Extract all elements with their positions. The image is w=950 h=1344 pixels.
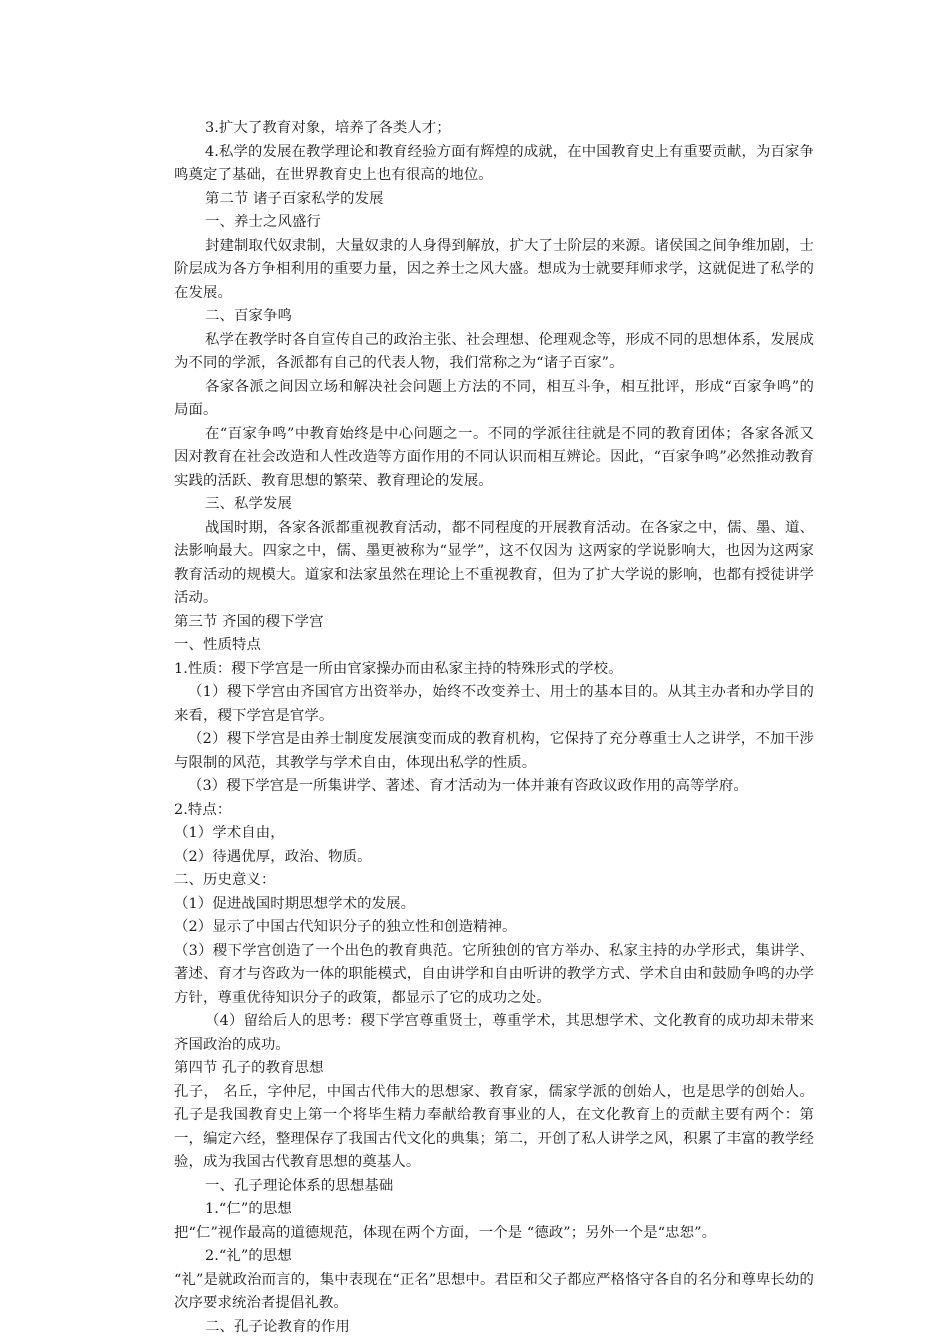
body-paragraph: 各家各派之间因立场和解决社会问题上方法的不同，相互斗争，相互批评，形成“百家争鸣”的局面。 (174, 378, 814, 418)
body-paragraph: 把“仁”视作最高的道德规范，体现在两个方面，一个是 “德政”；另外一个是“忠恕”。 (174, 1224, 717, 1241)
list-item: （1）稷下学宫由齐国官方出资举办，始终不改变养士、用士的基本目的。从其主办者和办学目的来看，稷下学宫是官学。 (174, 684, 814, 724)
document-body (174, 117, 814, 1339)
subheading-2: 二、孔子论教育的作用 (205, 1318, 350, 1335)
subheading-2: 二、百家争鸣 (205, 308, 292, 324)
body-paragraph: 在“百家争鸣”中教育始终是中心问题之一。不同的学派往往就是不同的教育团体；各家各派又因对教育在社会改造和人性改造等方面作用的不同认识而相互辨论。因此，“百家争鸣”必然推动教育实践的活跃、教育思想的繁荣、教育理论的发展。 (174, 425, 814, 489)
subheading-1: 一、孔子理论体系的思想基础 (205, 1177, 394, 1194)
body-paragraph: 战国时期，各家各派都重视教育活动，都不同程度的开展教育活动。在各家之中，儒、墨、道、法影响最大。四家之中，儒、墨更被称为“显学”，这不仅因为 这两家的学说影响大，也因为这两家教育活动的规模大。道家和法家虽然在理论上不重视教育，但为了扩大学说的影响，也都有授徒讲学活动。 (174, 519, 814, 606)
list-item-3: 3.扩大了教育对象，培养了各类人才； (205, 120, 451, 136)
subheading-item: 2.“礼”的思想 (205, 1248, 292, 1264)
list-item: （2）待遇优厚，政治、物质。 (174, 848, 372, 865)
section-heading-3: 第三节 齐国的稷下学宫 (174, 613, 324, 630)
list-item: （2）稷下学宫是由养士制度发展演变而成的教育机构，它保持了充分尊重士人之讲学，不加干涉与限制的风范，其教学与学术自由，体现出私学的性质。 (174, 731, 814, 771)
list-item: （3）稷下学宫创造了一个出色的教育典范。它所独创的官方举办、私家主持的办学形式，集讲学、著述、育才与咨政为一体的职能模式，自由讲学和自由听讲的教学方式、学术自由和鼓励争鸣的办学方针，尊重优待知识分子的政策，都显示了它的成功之处。 (174, 942, 814, 1006)
section-heading-2: 第二节 诸子百家私学的发展 (205, 190, 384, 207)
list-item-4: 4.私学的发展在教学理论和教育经验方面有辉煌的成就，在中国教育史上有重要贡献，为百家争鸣奠定了基础，在世界教育史上也有很高的地位。 (174, 143, 814, 183)
subheading-item: 1.“仁”的思想 (205, 1201, 292, 1217)
list-item: （1）促进战国时期思想学术的发展。 (174, 895, 416, 912)
subheading-3: 三、私学发展 (205, 496, 292, 512)
subheading-1: 一、养士之风盛行 (205, 214, 321, 230)
body-paragraph: 私学在教学时各自宣传自己的政治主张、社会理想、伦理观念等，形成不同的思想体系，发展成为不同的学派，各派都有自己的代表人物，我们常称之为“诸子百家”。 (174, 331, 814, 371)
list-item: （3）稷下学宫是一所集讲学、著述、育才活动为一体并兼有咨政议政作用的高等学府。 (188, 778, 748, 794)
list-item: （1）学术自由， (174, 825, 285, 841)
section-heading-4: 第四节 孔子的教育思想 (174, 1060, 324, 1076)
subheading-2: 二、历史意义： (174, 872, 276, 888)
body-paragraph: 封建制取代奴隶制，大量奴隶的人身得到解放，扩大了士阶层的来源。诸侯国之间争维加剧，士阶层成为各方争相利用的重要力量，因之养士之风大盛。想成为士就要拜师求学，这就促进了私学的在发展。 (174, 237, 814, 301)
list-item: 1.性质：稷下学宫是一所由官家操办而由私家主持的特殊形式的学校。 (174, 660, 623, 677)
subheading-1: 一、性质特点 (174, 637, 261, 653)
list-item: （2）显示了中国古代知识分子的独立性和创造精神。 (174, 919, 517, 935)
list-item: （4）留给后人的思考：稷下学宫尊重贤士，尊重学术，其思想学术、文化教育的成功却未带来齐国政治的成功。 (174, 1013, 814, 1053)
body-paragraph: “礼”是就政治而言的，集中表现在“正名”思想中。君臣和父子都应严格恪守各自的名分和尊卑长幼的次序要求统治者提倡礼教。 (174, 1271, 814, 1311)
list-item: 2.特点： (174, 801, 232, 818)
body-paragraph: 孔子， 名丘，字仲尼，中国古代伟大的思想家、教育家，儒家学派的创始人，也是思学的创始人。孔子是我国教育史上第一个将毕生精力奉献给教育事业的人，在文化教育上的贡献主要有两个：第一，编定六经，整理保存了我国古代文化的典集；第二，开创了私人讲学之风，积累了丰富的教学经验，成为我国古代教育思想的奠基人。 (174, 1083, 814, 1170)
